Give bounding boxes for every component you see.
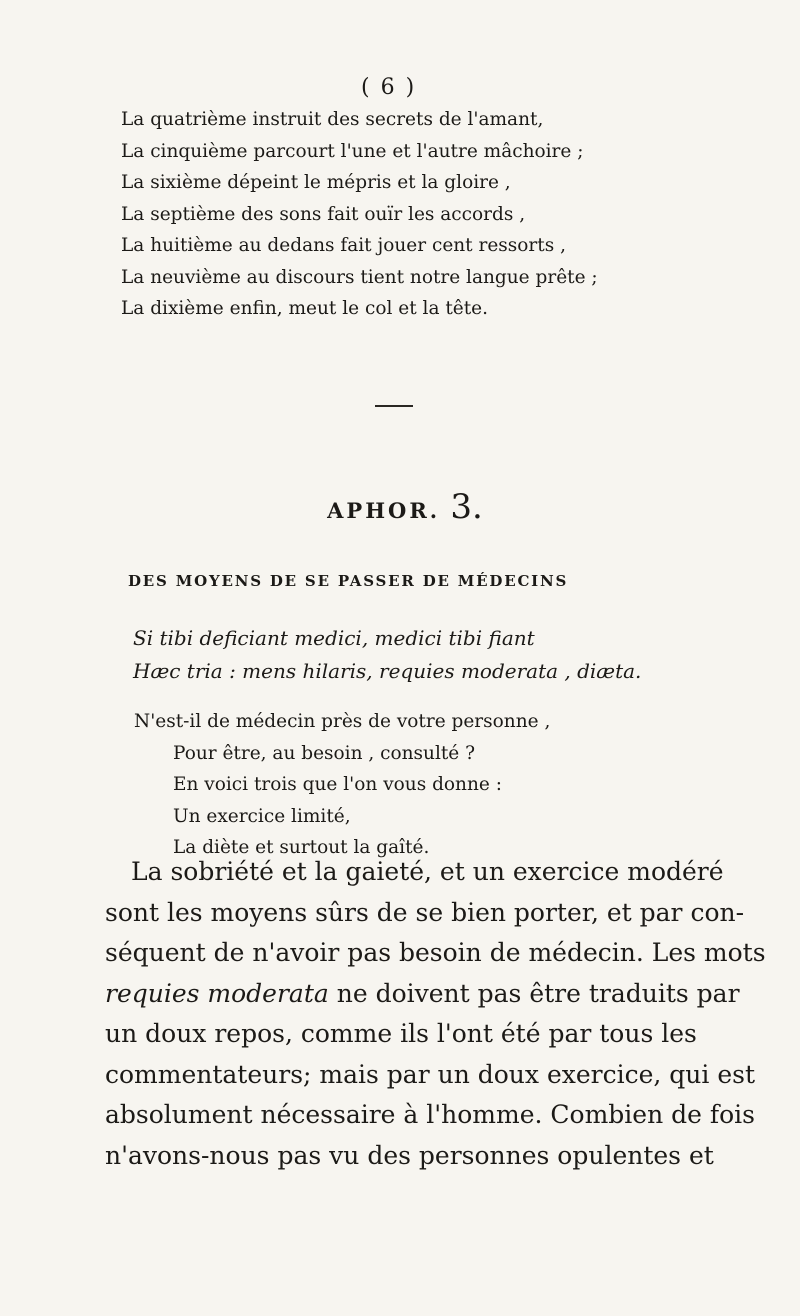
paragraph-line: séquent de n'avoir pas besoin de médecin. Les mots (105, 938, 766, 967)
verse-line: La diète et surtout la gaîté. (173, 837, 430, 858)
verse-line: La septième des sons fait ouïr les accords , (121, 203, 526, 225)
verse-line: Pour être, au besoin , consulté ? (173, 742, 476, 764)
aphorism-heading (0, 487, 800, 527)
latin-line: Si tibi deficiant medici, medici tibi fiant (133, 626, 535, 650)
verse-line: Un exercice limité, (173, 805, 351, 827)
verse-line: La cinquième parcourt l'une et l'autre mâchoire ; (121, 140, 584, 162)
aphorism-number: 3. (450, 487, 483, 527)
verse-translation (134, 706, 774, 864)
section-subtitle: DES MOYENS DE SE PASSER DE MÉDECINS (128, 572, 569, 590)
commentary-paragraph (105, 852, 775, 1176)
latin-line: Hæc tria : mens hilaris, requies moderata , diæta. (133, 659, 642, 683)
verse-senses (121, 104, 761, 325)
verse-line: N'est-il de médecin près de votre personne , (134, 711, 551, 732)
verse-line: La quatrième instruit des secrets de l'amant, (121, 109, 544, 130)
paragraph-line: n'avons-nous pas vu des personnes opulentes et (105, 1140, 714, 1170)
verse-line: La dixième enfin, meut le col et la tête. (121, 298, 489, 319)
italic-term: requies moderata (105, 978, 329, 1008)
verse-line: La sixième dépeint le mépris et la gloire , (121, 172, 511, 193)
paragraph-line: absolument nécessaire à l'homme. Combien de fois (105, 1100, 755, 1129)
paragraph-line: La sobriété et la gaieté, et un exercice modéré (131, 857, 724, 886)
latin-quote (133, 622, 773, 688)
aphorism-label: APHOR. (327, 498, 441, 523)
paragraph-line: un doux repos, comme ils l'ont été par tous les (105, 1019, 697, 1048)
section-divider (375, 405, 413, 407)
paragraph-line: commentateurs; mais par un doux exercice, qui est (105, 1059, 755, 1089)
verse-line: La neuvième au discours tient notre langue prête ; (121, 266, 598, 288)
verse-line: En voici trois que l'on vous donne : (173, 774, 502, 795)
paragraph-line (105, 974, 775, 1015)
verse-line: La huitième au dedans fait jouer cent ressorts , (121, 235, 566, 256)
paragraph-line: sont les moyens sûrs de se bien porter, et par con- (105, 897, 745, 927)
page-number: ( 6 ) (361, 75, 417, 100)
paragraph-text: ne doivent pas être traduits par (328, 978, 740, 1008)
